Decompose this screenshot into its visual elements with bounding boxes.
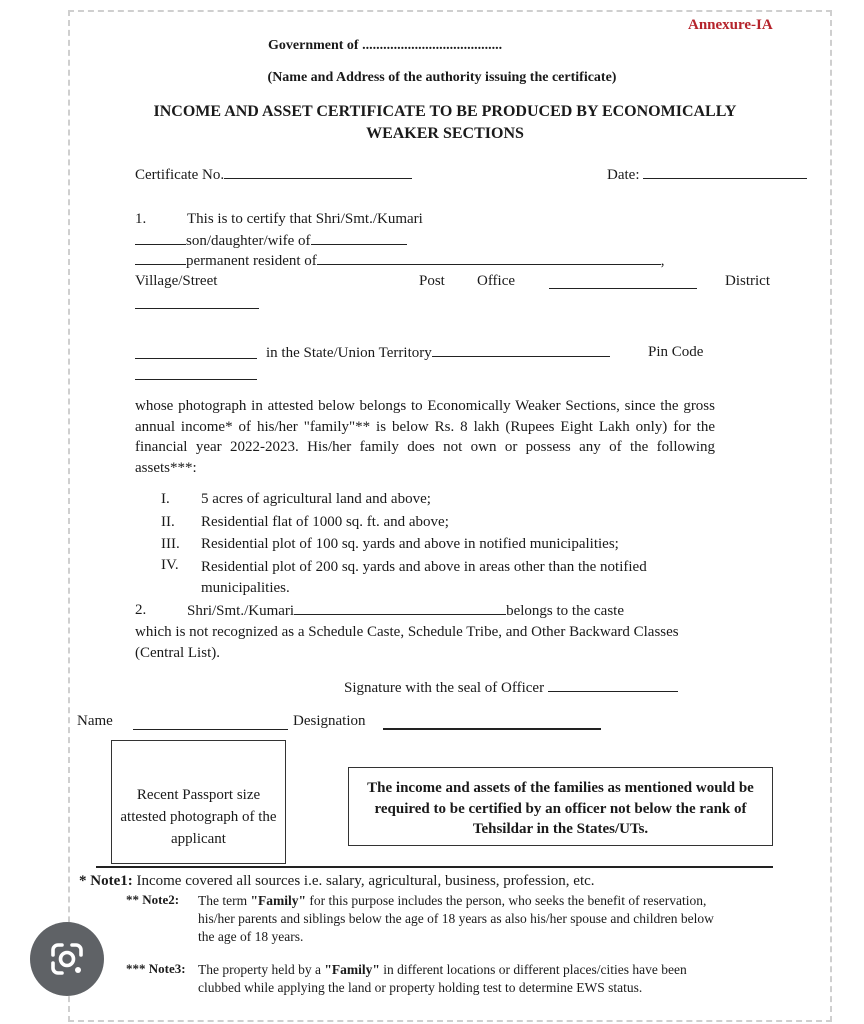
para2-caste: belongs to the caste — [506, 603, 624, 619]
office-label: Office — [477, 273, 516, 289]
note1 — [79, 873, 595, 890]
notes-divider — [96, 866, 773, 868]
name-label: Name — [77, 713, 113, 729]
resident-lead-blank — [135, 252, 186, 265]
note3-family: "Family" — [324, 962, 380, 977]
info-box — [348, 767, 773, 846]
para2-body: which is not recognized as a Schedule Caste, Schedule Tribe, and Other Backward Classes (Central List). — [135, 624, 679, 661]
asset-4-text: Residential plot of 200 sq. yards and above in areas other than the notified municipalities. — [201, 559, 647, 596]
para1-line3: permanent resident of , — [135, 252, 665, 270]
para2-line1 — [187, 602, 624, 620]
asset-4-num: IV. — [161, 557, 179, 573]
lens-camera-icon — [30, 922, 104, 996]
relation-blank — [311, 232, 407, 245]
signature-label: Signature with the seal of Officer — [344, 680, 545, 696]
para2-name-blank — [294, 602, 506, 615]
designation-blank — [383, 728, 601, 730]
certificate-number-blank — [224, 166, 412, 179]
para2-shri: Shri/Smt./Kumari — [187, 603, 295, 619]
document-page — [68, 10, 832, 1022]
note3-text — [198, 961, 718, 997]
pin-blank — [135, 379, 257, 380]
para2-number: 2. — [135, 602, 147, 618]
note3-post: in different locations or different places/cities have been clubbed while applying the land or property holding test to determine EWS status. — [198, 962, 687, 995]
note1-label: * Note1: — [79, 873, 133, 889]
date-label: Date: — [607, 167, 640, 183]
state-label — [266, 344, 610, 362]
designation-label: Designation — [293, 713, 366, 729]
note2-pre: The term — [198, 893, 248, 908]
asset-1-num: I. — [161, 491, 170, 507]
note1-text: Income covered all sources i.e. salary, agricultural, business, profession, etc. — [136, 873, 595, 889]
signature-line — [344, 679, 678, 697]
info-box-text: The income and assets of the families as mentioned would be required to be certified by an officer not below the rank of Tehsildar in the States/UTs. — [367, 780, 754, 837]
asset-1-text: 5 acres of agricultural land and above; — [201, 491, 431, 507]
title-line-1: INCOME AND ASSET CERTIFICATE TO BE PRODUCED BY ECONOMICALLY — [153, 103, 737, 120]
photo-box-text: Recent Passport size attested photograph of the applicant — [120, 787, 277, 847]
note2-label: ** Note2: — [126, 892, 180, 907]
note2-text — [198, 892, 718, 946]
government-line: Government of ........................................ — [268, 38, 503, 53]
certificate-number-label: Certificate No. — [135, 167, 225, 183]
state-text: in the State/Union Territory — [266, 345, 432, 361]
signature-blank — [548, 679, 678, 692]
asset-2-text: Residential flat of 1000 sq. ft. and above; — [201, 514, 449, 530]
date-field — [607, 166, 807, 184]
date-blank — [643, 166, 807, 179]
district-label: District — [725, 273, 770, 289]
para1-body: whose photograph in attested below belongs to Economically Weaker Sections, since the gross annual income* of his/her "family"** is below Rs. 8 lakh (Rupees Eight Lakh only) for the financial year 2022-2023. His/her family does not own or possess any of the following assets***: — [135, 398, 715, 476]
post-office-blank — [549, 288, 697, 289]
officer-name-blank — [133, 729, 288, 730]
pin-label: Pin Code — [648, 344, 704, 360]
note2-family: "Family" — [250, 893, 306, 908]
note2-post: for this purpose includes the person, who seeks the benefit of reservation, his/her parents and siblings below the age of 18 years as also his/her spouse and children below the age of 18 years. — [198, 893, 714, 944]
authority-line: (Name and Address of the authority issuing the certificate) — [267, 70, 617, 85]
village-label: Village/Street — [135, 273, 218, 289]
photo-box — [111, 740, 286, 864]
state-blank — [432, 344, 610, 357]
para1-line2 — [135, 232, 407, 250]
resident-label: permanent resident of — [186, 253, 317, 269]
district-blank — [135, 308, 259, 309]
state-lead-blank — [135, 358, 257, 359]
lens-search-button[interactable] — [30, 922, 104, 996]
post-label: Post — [419, 273, 445, 289]
asset-2-num: II. — [161, 514, 175, 530]
resident-blank — [317, 252, 661, 265]
relation-label: son/daughter/wife of — [186, 233, 311, 249]
asset-3-text: Residential plot of 100 sq. yards and above in notified municipalities; — [201, 536, 619, 552]
name-blank — [135, 232, 186, 245]
note3-label: *** Note3: — [126, 961, 186, 976]
annexure-label: Annexure-IA — [688, 17, 773, 33]
title-line-2: WEAKER SECTIONS — [366, 125, 524, 142]
note3-pre: The property held by a — [198, 962, 321, 977]
certificate-number — [135, 166, 412, 184]
para1-line1: This is to certify that Shri/Smt./Kumari — [187, 211, 423, 227]
para1-number: 1. — [135, 211, 147, 227]
asset-3-num: III. — [161, 536, 180, 552]
